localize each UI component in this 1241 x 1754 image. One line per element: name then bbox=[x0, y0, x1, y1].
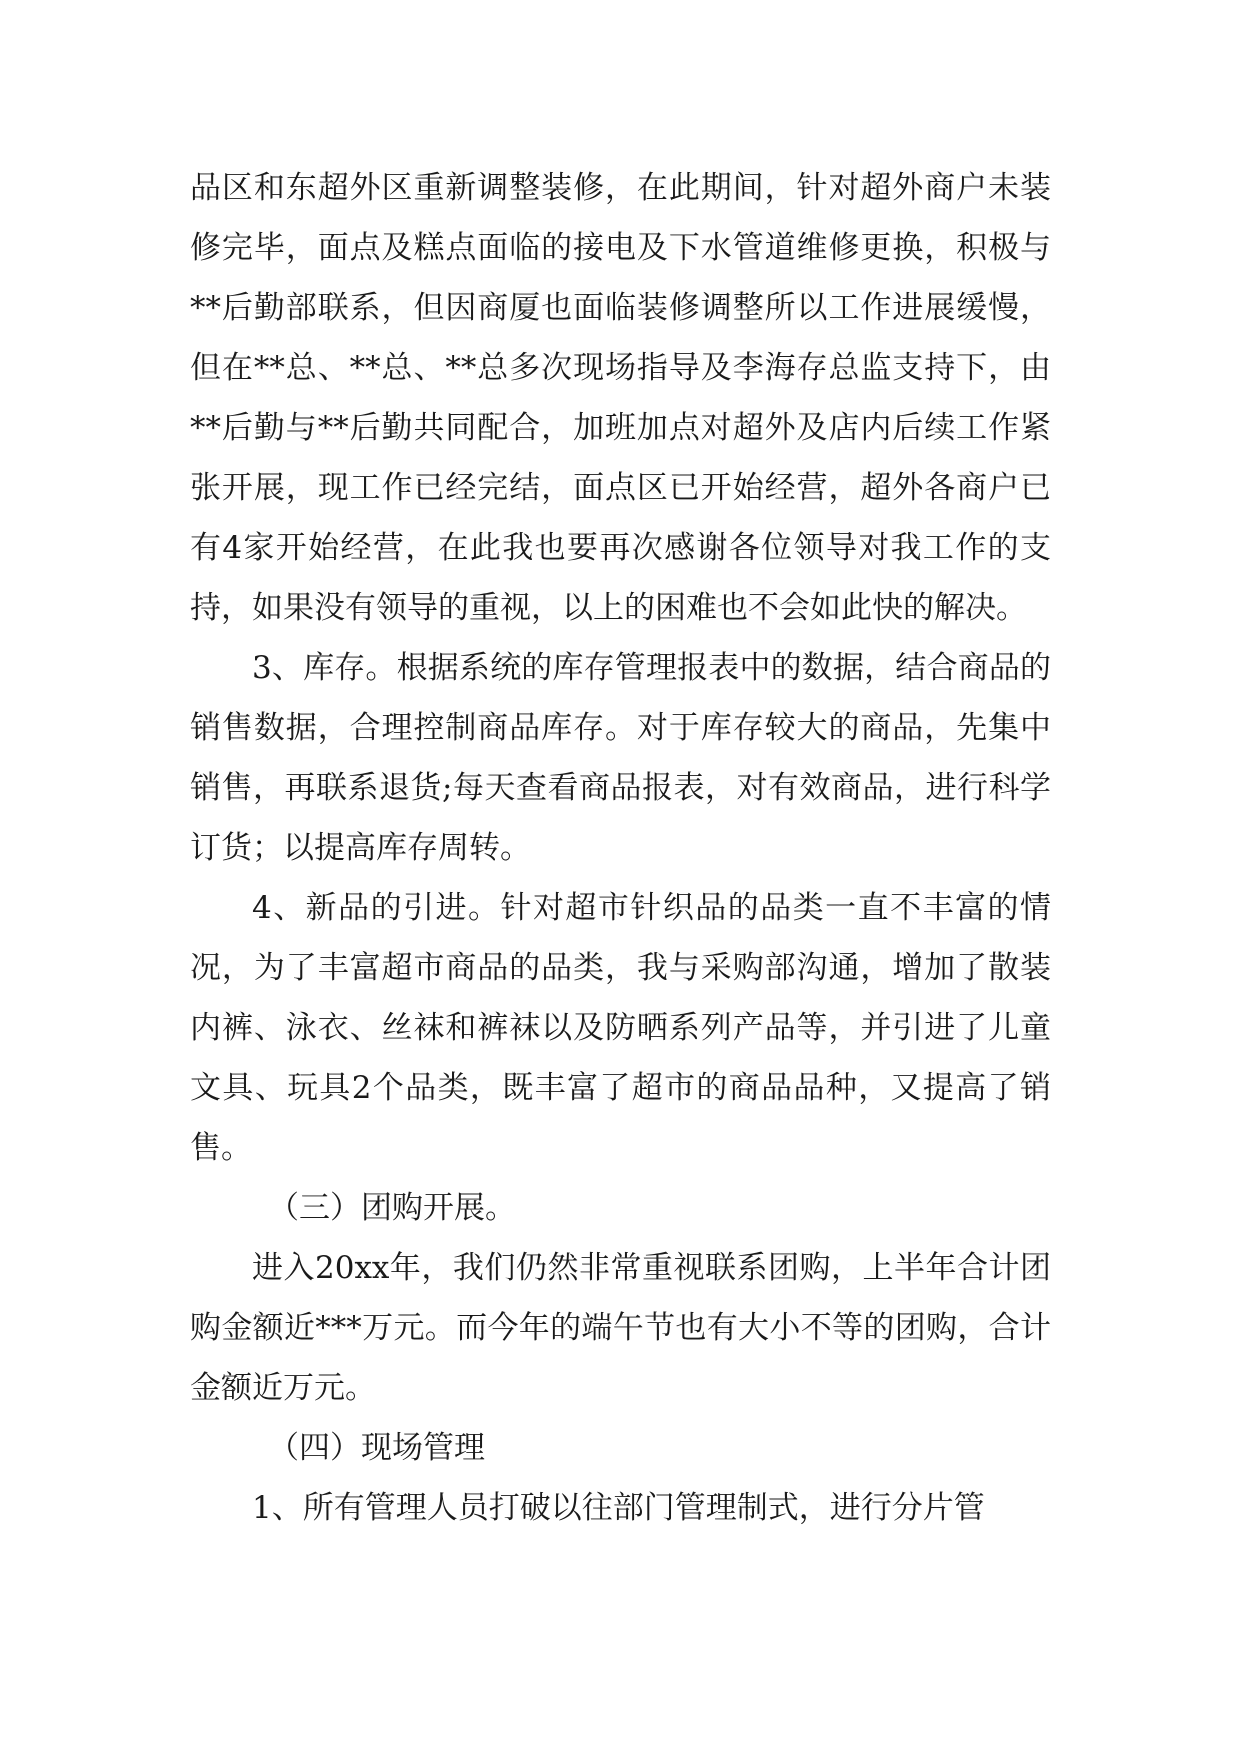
paragraph-site-management: 1、所有管理人员打破以往部门管理制式，进行分片管 bbox=[252, 1490, 985, 1526]
paragraph-renovation: 品区和东超外区重新调整装修，在此期间，针对超外商户未装修完毕，面点及糕点面临的接电及下水管道维修更换，积极与**后勤部联系，但因商厦也面临装修调整所以工作进展缓慢，但在**总、**总、**总多次现场指导及李海存总监支持下，由**后勤与**后勤共同配合，加班加点对超外及店内后续工作紧张开展，现工作已经完结，面点区已开始经营，超外各商户已有4家开始经营，在此我也要再次感谢各位领导对我工作的支持，如果没有领导的重视，以上的困难也不会如此快的解决。 bbox=[190, 170, 1051, 626]
paragraph-inventory: 3、库存。根据系统的库存管理报表中的数据，结合商品的销售数据，合理控制商品库存。对于库存较大的商品，先集中销售，再联系退货;每天查看商品报表，对有效商品，进行科学订货；以提高库存周转。 bbox=[190, 650, 1051, 866]
document-page bbox=[190, 158, 1051, 1538]
section-heading-group-purchase: （三）团购开展。 bbox=[268, 1190, 516, 1226]
paragraph-group-purchase: 进入20xx年，我们仍然非常重视联系团购，上半年合计团购金额近***万元。而今年的端午节也有大小不等的团购，合计金额近万元。 bbox=[190, 1250, 1051, 1406]
paragraph-new-products: 4、新品的引进。针对超市针织品的品类一直不丰富的情况，为了丰富超市商品的品类，我与采购部沟通，增加了散装内裤、泳衣、丝袜和裤袜以及防晒系列产品等，并引进了儿童文具、玩具2个品类，既丰富了超市的商品品种，又提高了销售。 bbox=[190, 890, 1051, 1166]
section-heading-site-management: （四）现场管理 bbox=[268, 1430, 485, 1466]
